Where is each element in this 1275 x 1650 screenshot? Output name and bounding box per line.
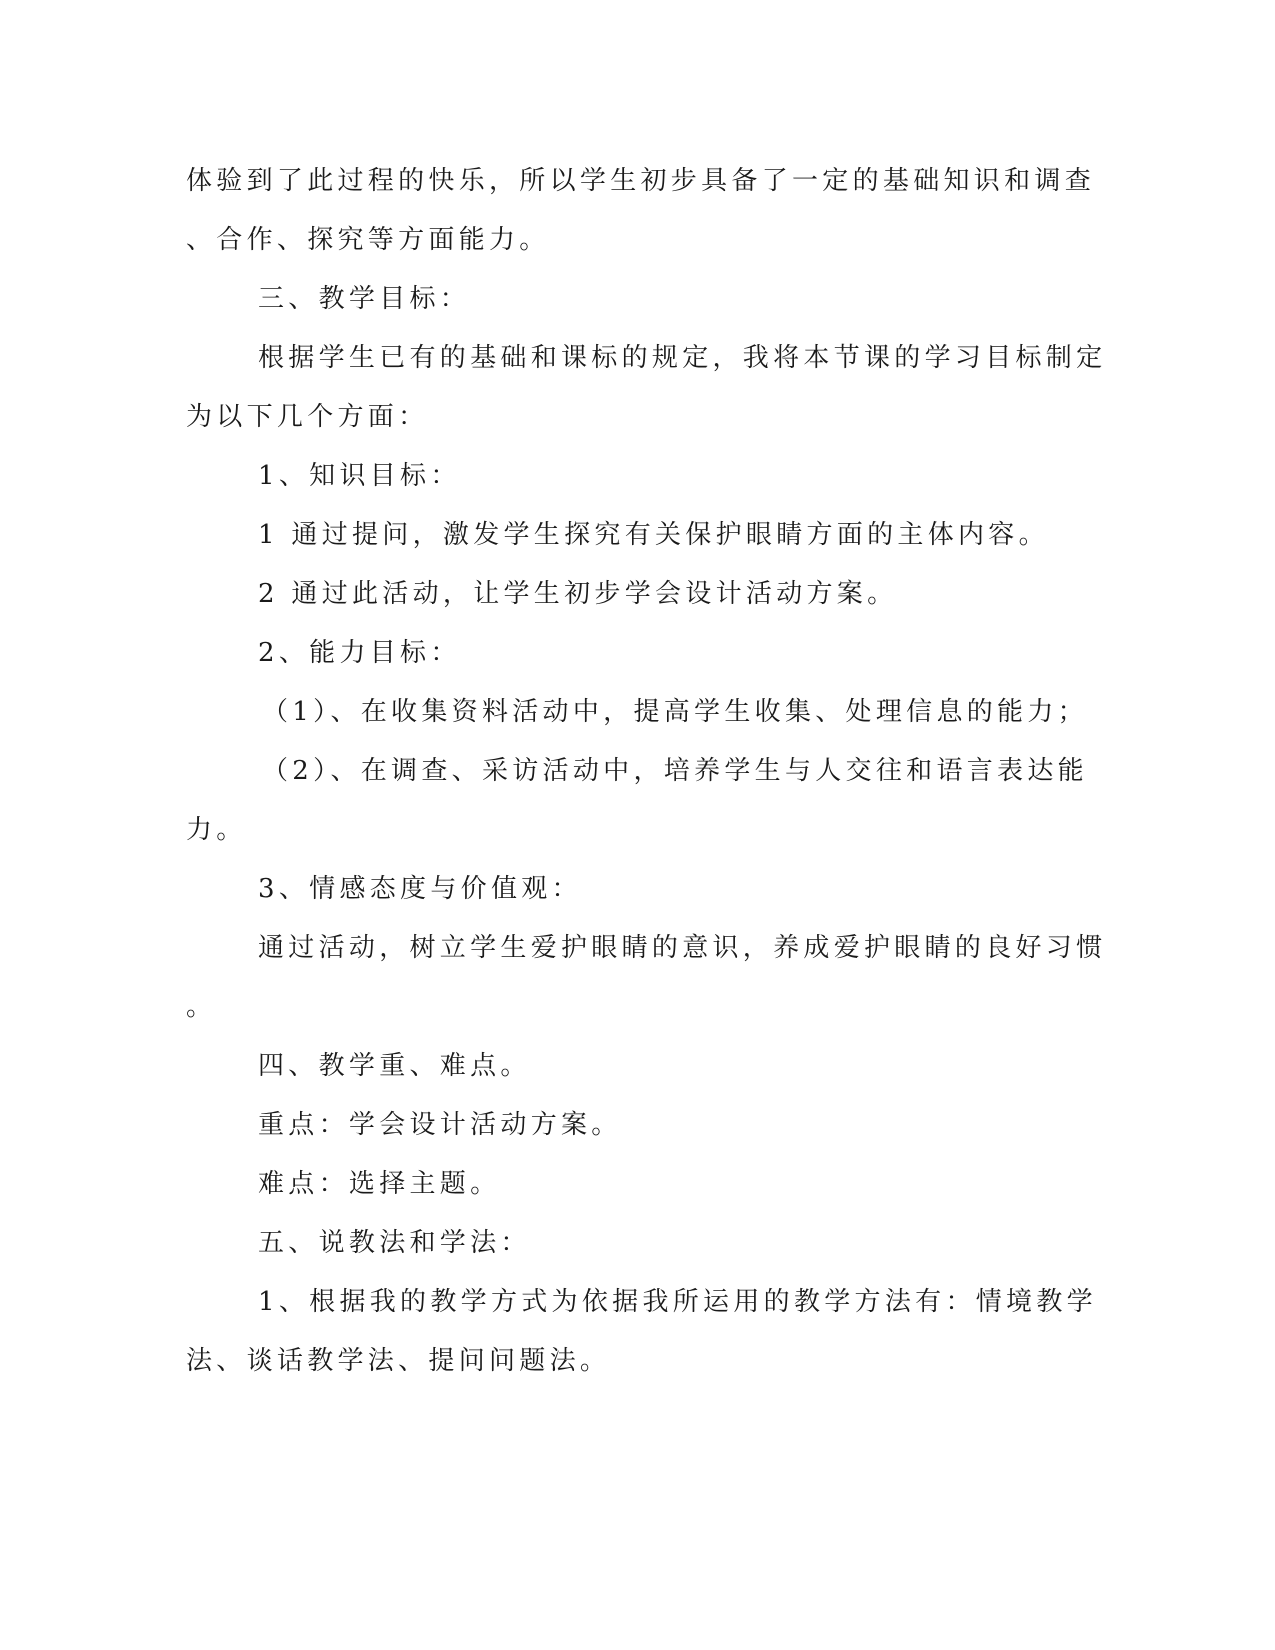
subsection-heading: 3、情感态度与价值观： (258, 874, 582, 904)
text-line: 为以下几个方面： (186, 402, 429, 432)
text-line: 法、谈话教学法、提问问题法。 (186, 1346, 611, 1376)
section-heading: 三、教学目标： (258, 284, 471, 314)
section-heading: 五、说教法和学法： (258, 1228, 531, 1258)
text-line: 体验到了此过程的快乐，所以学生初步具备了一定的基础知识和调查 (186, 166, 1096, 196)
text-line: 重点：学会设计活动方案。 (258, 1110, 622, 1140)
text-line: 2 通过此活动，让学生初步学会设计活动方案。 (258, 579, 898, 609)
text-line: （2）、在调查、采访活动中，培养学生与人交往和语言表达能 (262, 756, 1088, 786)
section-heading: 四、教学重、难点。 (258, 1051, 531, 1081)
subsection-heading: 1、知识目标： (258, 461, 461, 491)
text-line: （1）、在收集资料活动中，提高学生收集、处理信息的能力； (262, 697, 1088, 727)
text-line: 1、根据我的教学方式为依据我所运用的教学方法有：情境教学 (258, 1287, 1097, 1317)
text-line: 力。 (186, 815, 247, 845)
text-line: 。 (186, 992, 217, 1022)
text-line: 通过活动，树立学生爱护眼睛的意识，养成爱护眼睛的良好习惯 (258, 933, 1107, 963)
text-line: 难点：选择主题。 (258, 1169, 501, 1199)
text-line: 、合作、探究等方面能力。 (186, 225, 550, 255)
text-line: 根据学生已有的基础和课标的规定，我将本节课的学习目标制定 (258, 343, 1107, 373)
subsection-heading: 2、能力目标： (258, 638, 461, 668)
text-line: 1 通过提问，激发学生探究有关保护眼睛方面的主体内容。 (258, 520, 1049, 550)
